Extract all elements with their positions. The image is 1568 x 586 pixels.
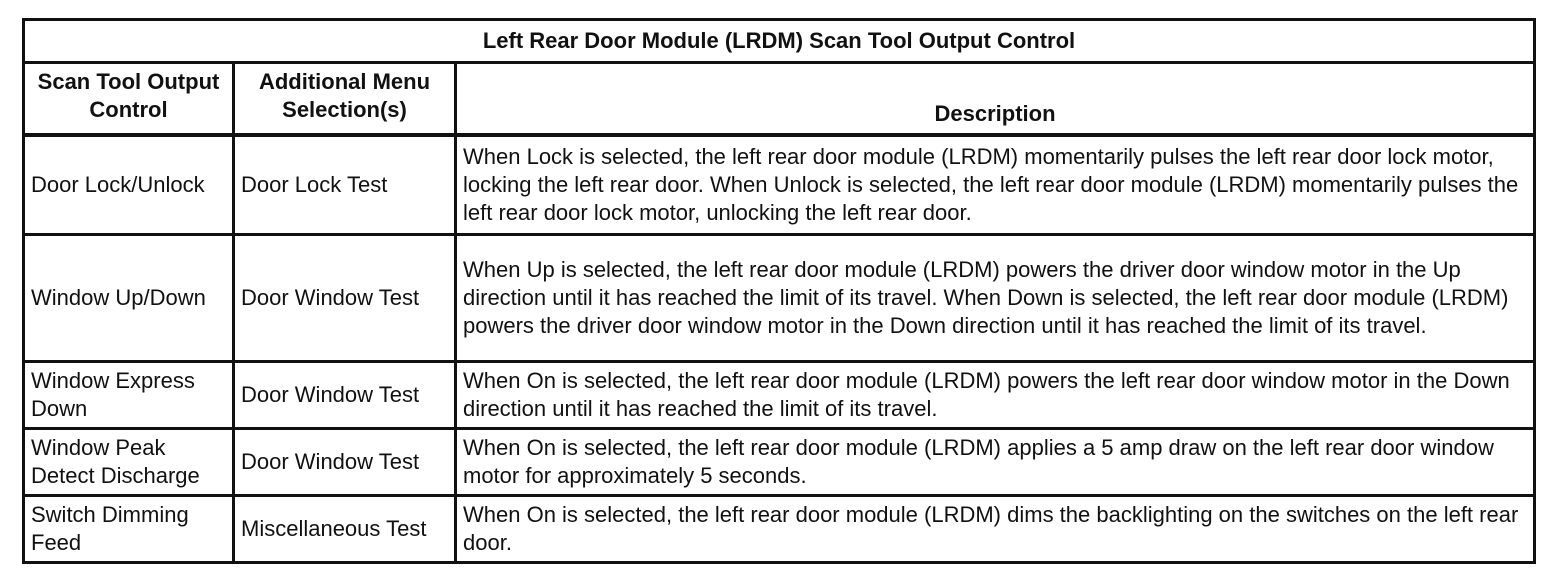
cell-menu-selection: Door Window Test bbox=[234, 235, 456, 362]
header-description: Description bbox=[456, 63, 1535, 136]
output-control-table-container bbox=[22, 18, 1536, 564]
cell-menu-selection: Miscellaneous Test bbox=[234, 496, 456, 563]
cell-output-control: Door Lock/Unlock bbox=[24, 135, 234, 235]
table-row bbox=[24, 135, 1535, 235]
header-additional-menu-selections: Additional Menu Selection(s) bbox=[234, 63, 456, 136]
table-row bbox=[24, 362, 1535, 429]
output-control-table bbox=[22, 18, 1536, 564]
cell-description: When On is selected, the left rear door module (LRDM) powers the left rear door window motor in the Down direction until it has reached the limit of its travel. bbox=[456, 362, 1535, 429]
cell-menu-selection: Door Window Test bbox=[234, 429, 456, 496]
cell-output-control: Window Express Down bbox=[24, 362, 234, 429]
cell-description: When On is selected, the left rear door module (LRDM) applies a 5 amp draw on the left rear door window motor for approximately 5 seconds. bbox=[456, 429, 1535, 496]
table-row bbox=[24, 429, 1535, 496]
cell-menu-selection: Door Lock Test bbox=[234, 135, 456, 235]
table-title: Left Rear Door Module (LRDM) Scan Tool Output Control bbox=[24, 20, 1535, 63]
cell-output-control: Window Up/Down bbox=[24, 235, 234, 362]
table-header-row bbox=[24, 63, 1535, 136]
table-row bbox=[24, 235, 1535, 362]
header-scan-tool-output-control: Scan Tool Output Control bbox=[24, 63, 234, 136]
cell-output-control: Switch Dimming Feed bbox=[24, 496, 234, 563]
cell-description: When Lock is selected, the left rear door module (LRDM) momentarily pulses the left rear door lock motor, locking the left rear door. When Unlock is selected, the left rear door module (LRDM) momentarily pulses the left rear door lock motor, unlocking the left rear door. bbox=[456, 135, 1535, 235]
cell-output-control: Window Peak Detect Discharge bbox=[24, 429, 234, 496]
cell-description: When Up is selected, the left rear door module (LRDM) powers the driver door window motor in the Up direction until it has reached the limit of its travel. When Down is selected, the left rear door module (LRDM) powers the driver door window motor in the Down direction until it has reached the limit of its travel. bbox=[456, 235, 1535, 362]
table-row bbox=[24, 496, 1535, 563]
cell-description: When On is selected, the left rear door module (LRDM) dims the backlighting on the switches on the left rear door. bbox=[456, 496, 1535, 563]
cell-menu-selection: Door Window Test bbox=[234, 362, 456, 429]
table-title-row bbox=[24, 20, 1535, 63]
